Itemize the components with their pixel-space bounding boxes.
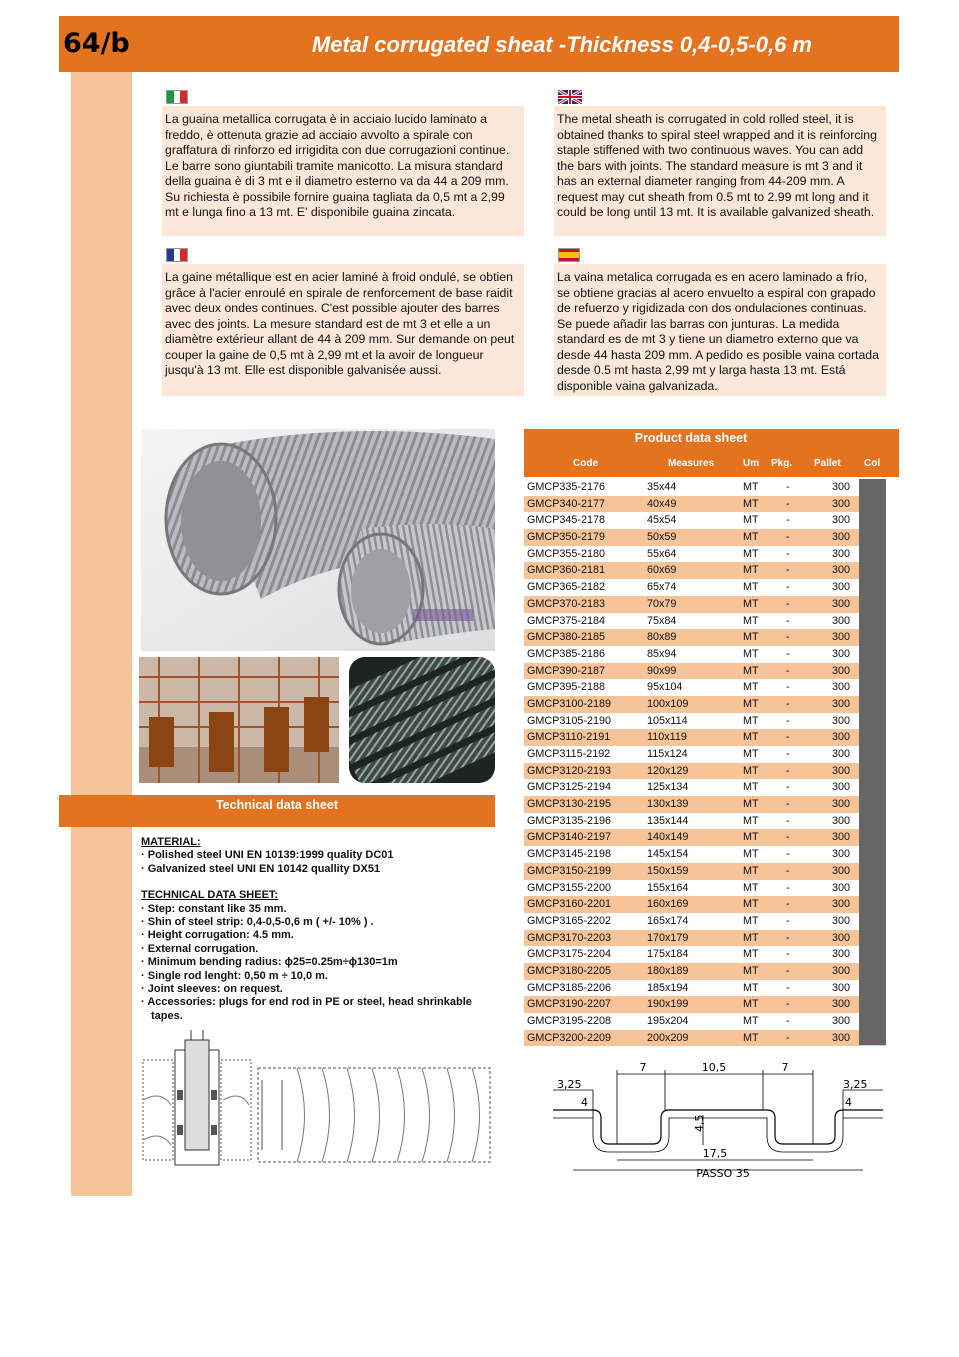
cell-pkg: - [786, 664, 790, 677]
cell-measures: 185x194 [647, 981, 689, 994]
cell-pallet: 300 [832, 514, 851, 527]
cell-code: GMCP3155-2200 [527, 881, 612, 894]
cell-code: GMCP375-2184 [527, 614, 606, 627]
cell-code: GMCP380-2185 [527, 631, 606, 644]
table-row [524, 880, 886, 897]
cell-pkg: - [786, 514, 790, 527]
page-title: Metal corrugated sheat -Thickness 0,4-0,5-0,6 m [311, 32, 812, 57]
dim-17-5: 17,5 [702, 1147, 728, 1160]
cell-measures: 50x59 [647, 531, 677, 544]
cell-pkg: - [786, 914, 790, 927]
cell-code: GMCP365-2182 [527, 581, 606, 594]
cell-pallet: 300 [832, 731, 851, 744]
cell-code: GMCP3125-2194 [527, 781, 612, 794]
cell-pallet: 300 [832, 647, 851, 660]
cell-um: MT [743, 681, 759, 694]
cell-pallet: 300 [832, 581, 851, 594]
cell-pkg: - [786, 731, 790, 744]
cell-pallet: 300 [832, 781, 851, 794]
cell-pallet: 300 [832, 614, 851, 627]
cell-code: GMCP3110-2191 [527, 731, 611, 744]
cell-measures: 135x144 [647, 814, 689, 827]
product-table-body [524, 479, 886, 1046]
material-item: · Galvanized steel UNI EN 10142 quallity DX51 [141, 862, 381, 875]
material-label: MATERIAL: [141, 836, 201, 848]
cell-um: MT [743, 481, 759, 493]
side-strip [71, 16, 132, 1196]
dim-3-25-right: 3,25 [843, 1078, 868, 1091]
table-row [524, 479, 886, 496]
technical-body [141, 836, 501, 1023]
cell-pallet: 300 [832, 531, 851, 544]
cell-pkg: - [786, 1015, 790, 1027]
tech-sheet-label: TECHNICAL DATA SHEET: [141, 889, 279, 902]
tech-item: · Shin of steel strip: 0,4-0,5-0,6 m ( +/- 10% ) . [141, 916, 374, 929]
cell-pallet: 300 [832, 681, 851, 694]
col-pallet: Pallet [814, 458, 841, 469]
cell-pkg: - [786, 864, 790, 877]
col-um: Um [743, 458, 760, 469]
cell-code: GMCP395-2188 [527, 681, 606, 694]
cell-um: MT [743, 931, 759, 944]
cell-pkg: - [786, 697, 790, 710]
cell-um: MT [743, 597, 759, 610]
cell-pkg: - [786, 681, 790, 694]
cell-pallet: 300 [832, 748, 851, 760]
cell-measures: 170x179 [647, 931, 689, 944]
cell-pallet: 300 [832, 1015, 851, 1027]
cell-measures: 65x74 [647, 581, 677, 594]
cell-um: MT [743, 848, 759, 861]
cell-pallet: 300 [832, 914, 851, 927]
italy-flag-icon [166, 90, 188, 104]
cell-pallet: 300 [832, 564, 851, 577]
cell-pkg: - [786, 647, 790, 660]
cell-pallet: 300 [832, 831, 851, 844]
table-row [524, 779, 886, 796]
table-row [524, 846, 886, 863]
dim-10-5: 10,5 [701, 1061, 727, 1074]
france-flag-icon [166, 248, 188, 262]
cell-pallet: 300 [832, 1031, 851, 1044]
cell-pallet: 300 [832, 597, 851, 610]
cell-code: GMCP390-2187 [527, 664, 606, 677]
table-row [524, 896, 886, 913]
cell-measures: 195x204 [647, 1015, 689, 1027]
table-row [524, 829, 886, 846]
table-row [524, 529, 886, 546]
table-row [524, 663, 886, 680]
tech-item: · Height corrugation: 4.5 mm. [141, 929, 294, 942]
table-row [524, 1030, 886, 1047]
table-row [524, 763, 886, 780]
cell-measures: 140x149 [647, 831, 689, 844]
cell-measures: 70x79 [647, 597, 677, 610]
cell-code: GMCP350-2179 [527, 531, 606, 544]
spain-flag-icon [558, 248, 580, 262]
cell-measures: 105x114 [647, 714, 688, 727]
table-row [524, 946, 886, 963]
product-table-title: Product data sheet [634, 431, 748, 445]
cell-pkg: - [786, 764, 790, 777]
cell-pkg: - [786, 848, 790, 861]
cell-code: GMCP340-2177 [527, 497, 606, 510]
cell-um: MT [743, 914, 759, 927]
cell-pallet: 300 [832, 931, 851, 944]
table-row [524, 496, 886, 513]
cell-pkg: - [786, 614, 790, 627]
tech-item: · Step: constant like 35 mm. [141, 902, 287, 915]
table-row [524, 713, 886, 730]
cell-measures: 150x159 [647, 864, 689, 877]
cell-code: GMCP3170-2203 [527, 931, 612, 944]
table-row [524, 679, 886, 696]
cell-um: MT [743, 731, 759, 744]
cell-um: MT [743, 514, 759, 527]
cell-um: MT [743, 1015, 759, 1027]
cell-code: GMCP3135-2196 [527, 814, 612, 827]
cell-pkg: - [786, 981, 790, 994]
cell-pkg: - [786, 714, 790, 727]
tech-item: · Accessories: plugs for end rod in PE or steel, head shrinkable tapes. [141, 996, 472, 1022]
pipes-photo [141, 429, 495, 651]
technical-header: Technical data sheet [59, 795, 495, 827]
cell-pallet: 300 [832, 497, 851, 510]
cell-measures: 80x89 [647, 631, 677, 644]
table-row [524, 813, 886, 830]
cell-pallet: 300 [832, 664, 851, 677]
page-number: 64/b [63, 28, 130, 59]
cell-measures: 165x174 [647, 914, 689, 927]
cell-measures: 95x104 [647, 681, 683, 694]
cell-pkg: - [786, 481, 790, 493]
cell-code: GMCP3175-2204 [527, 948, 612, 961]
cell-um: MT [743, 714, 759, 727]
cell-um: MT [743, 1031, 759, 1044]
cell-code: GMCP3105-2190 [527, 714, 612, 727]
cell-um: MT [743, 531, 759, 544]
cell-pkg: - [786, 798, 790, 811]
dim-4-5: 4,5 [693, 1114, 706, 1132]
text-french: La gaine métallique est en acier laminé à froid ondulé, se obtien grâce à l'acier enroulé en spirale de renforcement de base raidit avec deux ondes continues. C'est possible ajouter des barres avec des joints. La mesure standard est de mt 3 et elle a un diamètre extérieur allant de 44 à 209 mm. Sur demande on peut couper la gaine de 0,5 mt à 2,99 mt et la avoir de longueur jusqu'à 13 mt. Elle est disponible galvanisée aussi. [162, 264, 524, 396]
table-row [524, 930, 886, 947]
cell-measures: 85x94 [647, 647, 677, 660]
cell-pkg: - [786, 531, 790, 544]
cell-um: MT [743, 948, 759, 961]
cell-measures: 120x129 [647, 764, 689, 777]
tech-item: · External corrugation. [141, 942, 259, 955]
cell-um: MT [743, 564, 759, 577]
cell-pallet: 300 [832, 481, 851, 493]
cell-measures: 60x69 [647, 564, 677, 577]
cell-pallet: 300 [832, 798, 851, 811]
cell-um: MT [743, 581, 759, 594]
cell-measures: 190x199 [647, 998, 689, 1011]
cell-measures: 125x134 [647, 781, 689, 794]
cell-um: MT [743, 964, 759, 977]
cell-pallet: 300 [832, 898, 851, 911]
cell-measures: 55x64 [647, 547, 677, 560]
cell-um: MT [743, 664, 759, 677]
tech-item: · Minimum bending radius: ɸ25=0.25m÷ɸ130=1m [141, 956, 398, 969]
cell-code: GMCP3120-2193 [527, 764, 612, 777]
dim-3-25-left: 3,25 [557, 1078, 582, 1091]
col-pkg: Pkg. [771, 458, 793, 469]
cell-measures: 90x99 [647, 664, 677, 677]
cell-pallet: 300 [832, 981, 851, 994]
cell-code: GMCP335-2176 [527, 481, 606, 493]
cell-um: MT [743, 631, 759, 644]
col-column-strip [859, 479, 886, 1045]
cell-um: MT [743, 764, 759, 777]
cell-measures: 130x139 [647, 798, 689, 811]
cell-code: GMCP385-2186 [527, 647, 606, 660]
cell-measures: 115x124 [647, 748, 688, 760]
table-row [524, 996, 886, 1013]
cell-pallet: 300 [832, 998, 851, 1011]
cell-pallet: 300 [832, 948, 851, 961]
cell-measures: 145x154 [647, 848, 689, 861]
table-row [524, 579, 886, 596]
cell-pkg: - [786, 581, 790, 594]
cell-pallet: 300 [832, 864, 851, 877]
table-row [524, 980, 886, 997]
cell-measures: 110x119 [647, 731, 687, 744]
material-item: · Polished steel UNI EN 10139:1999 quality DC01 [141, 849, 394, 862]
cell-pkg: - [786, 898, 790, 911]
cell-code: GMCP3185-2206 [527, 981, 612, 994]
cell-pallet: 300 [832, 814, 851, 827]
table-row [524, 646, 886, 663]
cell-um: MT [743, 981, 759, 994]
table-row [524, 729, 886, 746]
cell-um: MT [743, 998, 759, 1011]
cell-um: MT [743, 697, 759, 710]
cell-code: GMCP3100-2189 [527, 697, 612, 710]
cell-um: MT [743, 864, 759, 877]
tech-item: · Single rod lenght: 0,50 m ÷ 10,0 m. [141, 969, 328, 982]
dim-passo-35: PASSO 35 [696, 1167, 750, 1180]
cell-code: GMCP3130-2195 [527, 798, 612, 811]
cell-measures: 180x189 [647, 964, 689, 977]
rebar-photo [139, 657, 339, 783]
table-row [524, 963, 886, 980]
cell-pallet: 300 [832, 964, 851, 977]
cell-code: GMCP360-2181 [527, 564, 606, 577]
table-row [524, 796, 886, 813]
cell-pkg: - [786, 748, 790, 760]
table-row [524, 512, 886, 529]
cell-code: GMCP3200-2209 [527, 1031, 612, 1044]
cell-pallet: 300 [832, 881, 851, 894]
cell-pallet: 300 [832, 631, 851, 644]
cell-pallet: 300 [832, 848, 851, 861]
table-row [524, 913, 886, 930]
cell-um: MT [743, 781, 759, 794]
cell-code: GMCP345-2178 [527, 514, 606, 527]
cell-pkg: - [786, 781, 790, 794]
table-row [524, 546, 886, 563]
cell-code: GMCP3160-2201 [527, 898, 612, 911]
cell-pkg: - [786, 597, 790, 610]
cell-pkg: - [786, 631, 790, 644]
cell-pkg: - [786, 814, 790, 827]
col-measures: Measures [668, 458, 715, 469]
cell-code: GMCP3165-2202 [527, 914, 612, 927]
cell-pallet: 300 [832, 697, 851, 710]
cell-um: MT [743, 881, 759, 894]
cell-measures: 155x164 [647, 881, 689, 894]
cell-pkg: - [786, 948, 790, 961]
dim-4-left: 4 [581, 1096, 588, 1109]
table-row [524, 629, 886, 646]
table-row [524, 613, 886, 630]
cell-pkg: - [786, 964, 790, 977]
cell-measures: 35x44 [647, 481, 677, 493]
tech-item: · Joint sleeves: on request. [141, 983, 283, 996]
cell-um: MT [743, 647, 759, 660]
cell-pallet: 300 [832, 547, 851, 560]
table-row [524, 746, 886, 763]
cell-um: MT [743, 497, 759, 510]
cell-code: GMCP355-2180 [527, 547, 606, 560]
cell-pkg: - [786, 831, 790, 844]
cell-measures: 100x109 [647, 697, 689, 710]
cell-pkg: - [786, 564, 790, 577]
cell-pkg: - [786, 881, 790, 894]
tech-items [141, 903, 501, 1024]
cell-measures: 160x169 [647, 898, 689, 911]
dim-4-right: 4 [845, 1096, 852, 1109]
cell-um: MT [743, 831, 759, 844]
cell-um: MT [743, 547, 759, 560]
text-italian: La guaina metallica corrugata è in acciaio lucido laminato a freddo, è ottenuta grazie ad acciaio avvolto a spirale con graffatura di rinforzo ed irrigidita con due corrugazioni continue. Le barre sono giuntabili tramite manicotto. La misura standard della guaina è di 3 mt e il diametro esterno va da 44 a 209 mm. Su richiesta è possibile fornire guaina tagliata da 0,5 mt a 2,99 mt e lunga fino a 13 mt. E' disponibile guaina zincata. [162, 106, 524, 236]
cell-pkg: - [786, 931, 790, 944]
cell-measures: 45x54 [647, 514, 677, 527]
cell-um: MT [743, 898, 759, 911]
installation-drawing [141, 1030, 253, 1170]
stacked-pipes-photo [349, 657, 495, 783]
cell-um: MT [743, 814, 759, 827]
table-row [524, 1013, 886, 1030]
table-row [524, 596, 886, 613]
cell-code: GMCP3195-2208 [527, 1015, 612, 1027]
cell-measures: 200x209 [647, 1031, 689, 1044]
text-english: The metal sheath is corrugated in cold rolled steel, it is obtained thanks to spiral steel wrapped and it is reinforcing staple stiffened with two continuous waves. You can add the bars with joints. The standard measure is mt 3 and it has an external diameter ranging from 44-209 mm. A request may cut sheath from 0.5 mt to 2.99 mt long and it could be long until 13 mt. It is available galvanized sheath. [554, 106, 886, 236]
cell-pkg: - [786, 497, 790, 510]
cell-um: MT [743, 614, 759, 627]
profile-drawing [553, 1060, 883, 1180]
dim-7-right: 7 [781, 1061, 789, 1074]
cell-code: GMCP3115-2192 [527, 748, 611, 760]
cell-um: MT [743, 748, 759, 760]
cell-pallet: 300 [832, 714, 851, 727]
cell-code: GMCP3150-2199 [527, 864, 612, 877]
table-row [524, 863, 886, 880]
cell-measures: 75x84 [647, 614, 677, 627]
sheath-drawing [252, 1060, 495, 1170]
cell-pkg: - [786, 547, 790, 560]
product-table-header [524, 429, 899, 477]
table-row [524, 696, 886, 713]
cell-measures: 40x49 [647, 497, 677, 510]
cell-code: GMCP3140-2197 [527, 831, 612, 844]
cell-measures: 175x184 [647, 948, 689, 961]
text-spanish: La vaina metalica corrugada es en acero laminado a frío, se obtiene gracias al acero envuelto a espiral con grapado de refuerzo y rigidizada con dos ondulaciones continuas. Se puede añadir las barras con junturas. La medida standard es de mt 3 y tiene un diametro externo que va desde 44 hasta 209 mm. A pedido es posible vaina cortada desde 0.5 mt hasta 2,99 mt y larga hasta 13 mt. Está disponible vaina galvanizada. [554, 264, 886, 396]
cell-um: MT [743, 798, 759, 811]
cell-code: GMCP3145-2198 [527, 848, 612, 861]
col-code: Code [573, 458, 598, 469]
cell-pallet: 300 [832, 764, 851, 777]
cell-pkg: - [786, 998, 790, 1011]
cell-code: GMCP3180-2205 [527, 964, 612, 977]
col-col: Col [864, 458, 881, 469]
table-row [524, 562, 886, 579]
cell-pkg: - [786, 1031, 790, 1044]
cell-code: GMCP370-2183 [527, 597, 606, 610]
dim-7-left: 7 [639, 1061, 647, 1074]
cell-code: GMCP3190-2207 [527, 998, 612, 1011]
